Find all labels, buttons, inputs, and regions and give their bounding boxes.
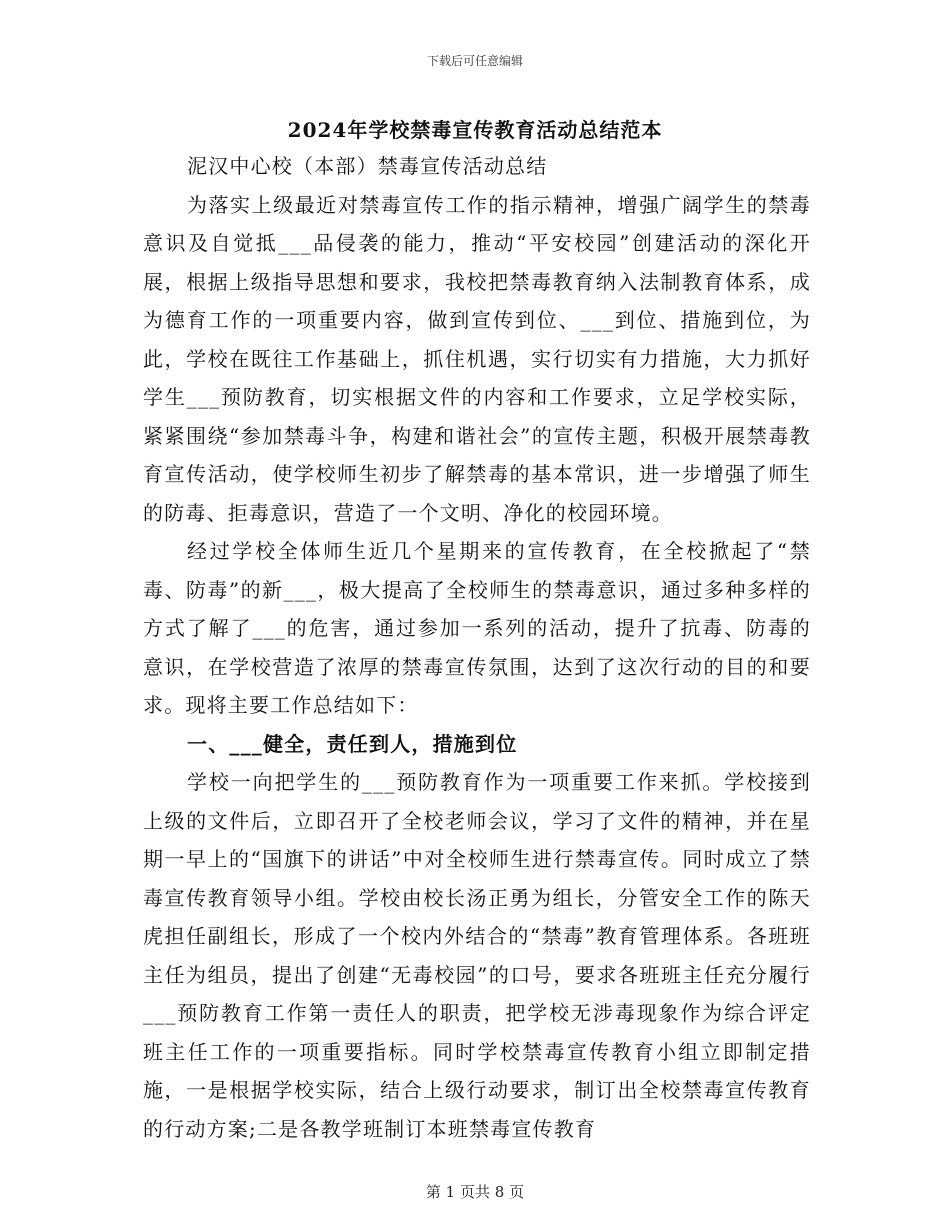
document-body bbox=[143, 147, 811, 1148]
body-paragraph: 经过学校全体师生近几个星期来的宣传教育，在全校掀起了“禁毒、防毒”的新___，极大提高了全校师生的禁毒意识，通过多种多样的方式了解了___的危害，通过参加一系列的活动，提升了抗毒、防毒的意识，在学校营造了浓厚的禁毒宣传氛围，达到了这次行动的目的和要求。现将主要工作总结如下： bbox=[143, 539, 811, 717]
body-paragraph: 为落实上级最近对禁毒宣传工作的指示精神，增强广阔学生的禁毒意识及自觉抵___品侵袭的能力，推动“平安校园”创建活动的深化开展，根据上级指导思想和要求，我校把禁毒教育纳入法制教育体系，成为德育工作的一项重要内容，做到宣传到位、___到位、措施到位，为此，学校在既往工作基础上，抓住机遇，实行切实有力措施，大力抓好学生___预防教育，切实根据文件的内容和工作要求，立足学校实际，紧紧围绕“参加禁毒斗争，构建和谐社会”的宣传主题，积极开展禁毒教育宣传活动，使学校师生初步了解禁毒的基本常识，进一步增强了师生的防毒、拒毒意识，营造了一个文明、净化的校园环境。 bbox=[143, 192, 811, 525]
section-heading: 一、___健全，责任到人，措施到位 bbox=[187, 731, 518, 756]
page-header: 下载后可任意编辑 bbox=[426, 54, 523, 68]
body-paragraph: 学校一向把学生的___预防教育作为一项重要工作来抓。学校接到上级的文件后，立即召开了全校老师会议，学习了文件的精神，并在星期一早上的“国旗下的讲话”中对全校师生进行禁毒宣传。同时成立了禁毒宣传教育领导小组。学校由校长汤正勇为组长，分管安全工作的陈天虎担任副组长，形成了一个校内外结合的“禁毒”教育管理体系。各班班主任为组员，提出了创建“无毒校园”的口号，要求各班班主任充分履行___预防教育工作第一责任人的职责，把学校无涉毒现象作为综合评定班主任工作的一项重要指标。同时学校禁毒宣传教育小组立即制定措施，一是根据学校实际，结合上级行动要求，制订出全校禁毒宣传教育的行动方案;二是各教学班制订本班禁毒宣传教育 bbox=[143, 770, 811, 1141]
document-title: 2024年学校禁毒宣传教育活动总结范本 bbox=[287, 118, 663, 142]
subtitle-paragraph: 泥汉中心校（本部）禁毒宣传活动总结 bbox=[187, 154, 548, 178]
page-footer: 第 1 页共 8 页 bbox=[425, 1183, 525, 1201]
